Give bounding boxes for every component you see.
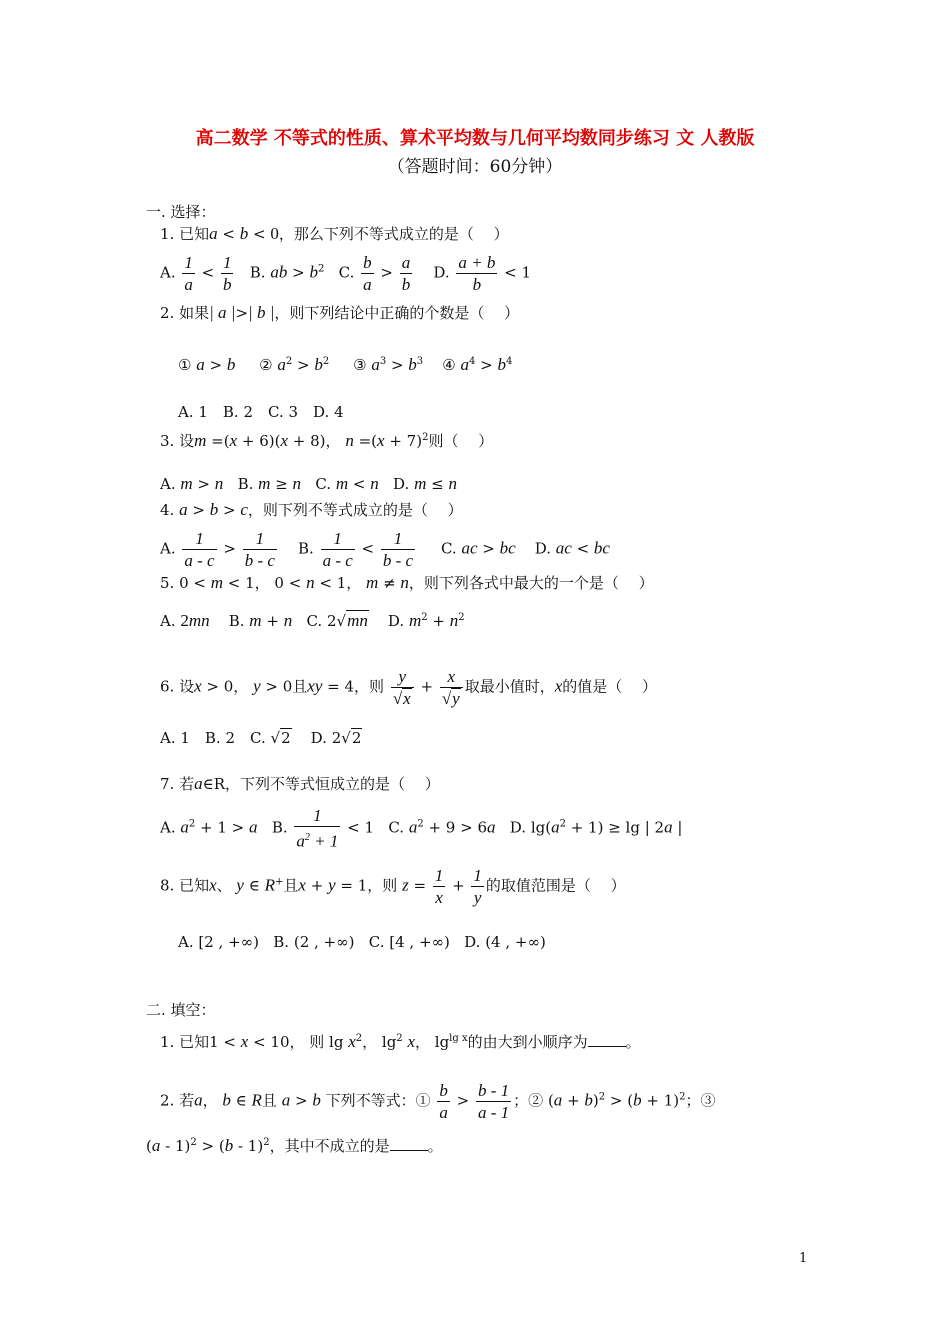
question-8: 8. 已知x、 y ∈ R+且x + y = 1，则 z = $\frac{1}{x}$ + $\frac{1}{y}$ 的取值范围是（ ） (160, 866, 626, 907)
question-1: 1. 已知a < b < 0，那么下列不等式成立的是（ ） (160, 224, 509, 243)
question-6: 6. 设x > 0， y > 0且xy = 4，则 $\frac{y}{√x}$ + $\frac{x}{√y}$ 取最小值时，x的值是（ ） (160, 667, 658, 708)
question-1-options: A. $\frac{1}{a}$ < $\frac{1}{b}$ B. ab > $b^2$ C. $\frac{b}{a}$ > $\frac{a}{b}$ D. $\frac{a + b}{b}$ < 1 (160, 253, 531, 294)
question-7: 7. 若a∈R，下列不等式恒成立的是（ ） (160, 774, 440, 793)
fill-question-1: 1. 已知1 < x < 10， 则 $\lg x^2$， $\lg^2 x$， $\lg^{lg x}$的由大到小顺序为 。 (160, 1032, 641, 1051)
question-8-options: A. [2 , +∞) B. (2 , +∞) C. [4 , +∞) D. (4 , +∞) (178, 933, 546, 951)
question-2-statements: ① a > b ② $a^2 > b^2$ ③ $a^3 > b^3$ ④ $a^4 > b^4$ (178, 355, 513, 374)
fill-question-2-cont: (a - 1)$^2$ > (b - 1)$^2$，其中不成立的是 。 (146, 1136, 443, 1155)
page-subtitle: （答题时间：60分钟） (387, 157, 563, 177)
section-choice: 一. 选择： (146, 203, 216, 221)
page-title: 高二数学 不等式的性质、算术平均数与几何平均数同步练习 文 人教版 (195, 128, 755, 149)
question-7-options: A. $a^2 + 1 > a$ B. $\frac{1}{a^2 + 1}$ < 1 C. $a^2 + 9 > 6a$ D. $\lg(a^2 + 1) \ge \lg$ | 2a | (160, 806, 683, 851)
question-2: 2. 如果| a |>| b |，则下列结论中正确的个数是（ ） (160, 303, 520, 322)
fill-question-2: 2. 若a， b ∈ R且 a > b 下列不等式：① $\frac{b}{a}$ > $\frac{b - 1}{a - 1}$ ；② $(a + b)^2 > (b + 1)^2$；③ (160, 1081, 716, 1122)
section-fill: 二. 填空： (146, 1001, 216, 1019)
question-6-options: A. 1 B. 2 C. √2 D. 2√2 (160, 729, 362, 747)
page-number: 1 (799, 1251, 808, 1266)
question-5: 5. 0 < m < 1， 0 < n < 1， m ≠ n，则下列各式中最大的一个是（ ） (160, 573, 654, 592)
question-4-options: A. $\frac{1}{a - c}$ > $\frac{1}{b - c}$ B. $\frac{1}{a - c}$ < $\frac{1}{b - c}$ C. ac > bc D. ac < bc (160, 529, 610, 570)
question-4: 4. a > b > c，则下列不等式成立的是（ ） (160, 500, 463, 519)
question-3-options: A. m > n B. m ≥ n C. m < n D. m ≤ n (160, 474, 457, 493)
question-2-options: A. 1 B. 2 C. 3 D. 4 (178, 403, 344, 421)
question-5-options: A. 2mn B. m + n C. 2√mn D. $m^2 + n^2$ (160, 611, 465, 630)
question-3: 3. 设m =(x + 6)(x + 8)， $n =(x + 7)^2$则（ ） (160, 431, 494, 450)
